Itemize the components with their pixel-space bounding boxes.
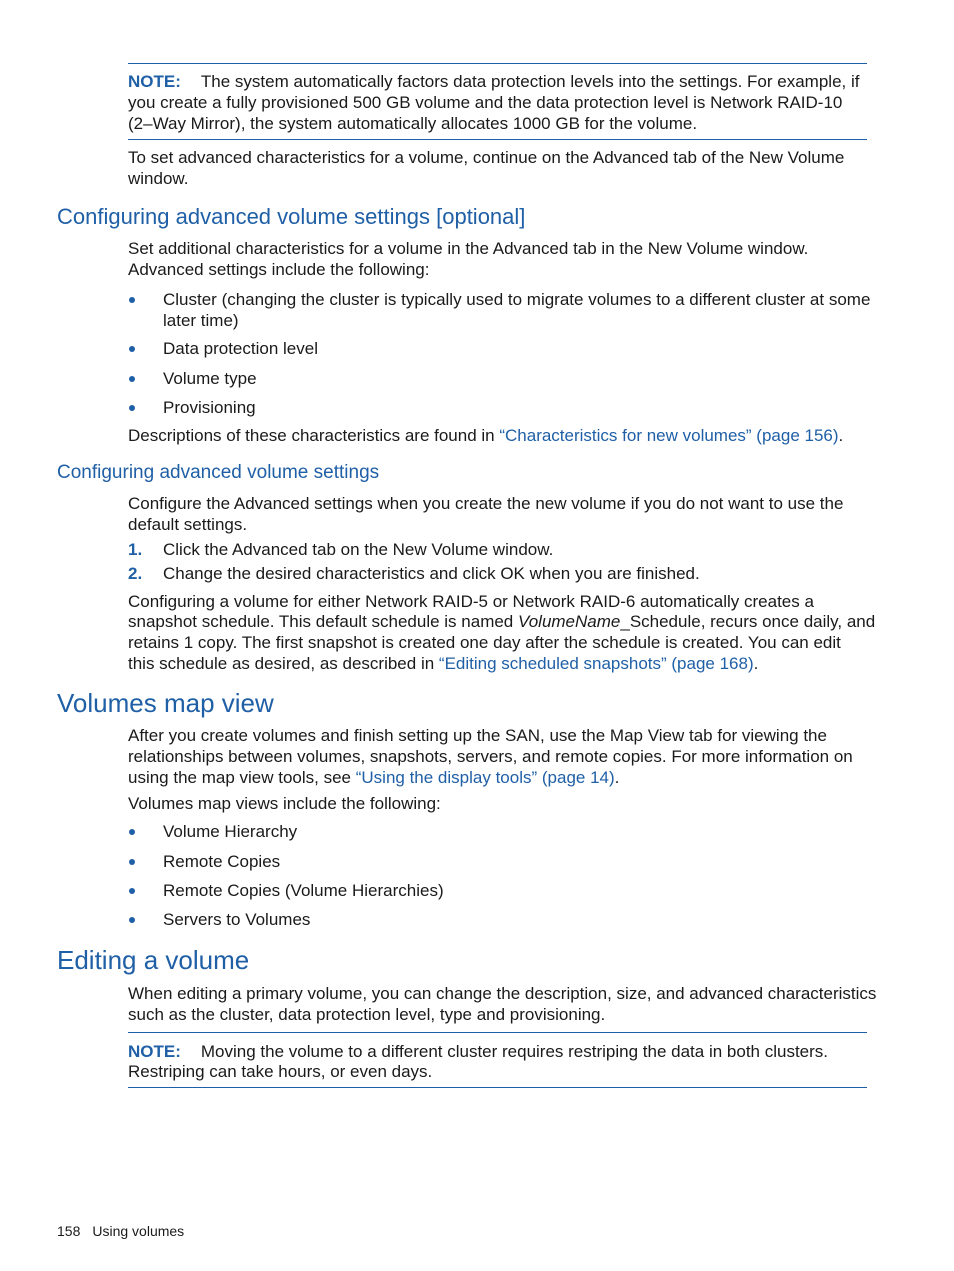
map-para-line-2: relationships between volumes, snapshots, servers, and remote copies. For more information on xyxy=(128,747,853,766)
bullet-icon xyxy=(129,297,135,303)
section-heading-map-view: Volumes map view xyxy=(57,688,274,718)
bullet-icon xyxy=(129,346,135,352)
raid-text: this schedule as desired, as described in xyxy=(128,654,439,673)
step-text: Change the desired characteristics and click OK when you are finished. xyxy=(163,564,700,583)
volume-name-italic: VolumeName xyxy=(518,612,621,631)
note-label: NOTE: xyxy=(128,1042,181,1061)
note-line-3: (2–Way Mirror), the system automatically allocates 1000 GB for the volume. xyxy=(128,114,698,133)
intro-line-1: To set advanced characteristics for a volume, continue on the Advanced tab of the New Volume xyxy=(128,148,845,167)
note-text: Moving the volume to a different cluster requires restriping the data in both clusters. xyxy=(200,1042,829,1061)
note-box xyxy=(128,1032,867,1088)
list-item: Remote Copies xyxy=(163,852,281,871)
note-label: NOTE: xyxy=(128,72,181,91)
advanced-para-line-1: Configure the Advanced settings when you create the new volume if you do not want to use the xyxy=(128,494,844,513)
note-line-2: Restriping can take hours, or even days. xyxy=(128,1062,433,1081)
list-item-continuation: later time) xyxy=(163,311,239,330)
raid-para-line-1: Configuring a volume for either Network RAID-5 or Network RAID-6 automatically creates a xyxy=(128,592,814,611)
intro-line-2: window. xyxy=(128,169,189,188)
period: . xyxy=(614,768,620,787)
raid-para-line-3: retains 1 copy. The first snapshot is created one day after the schedule is created. You can edit xyxy=(128,633,841,652)
page-footer xyxy=(57,1223,184,1239)
step-number: 1. xyxy=(128,540,143,559)
note-line-1 xyxy=(128,71,859,92)
note-line-1 xyxy=(128,1041,828,1062)
note-box xyxy=(128,63,867,140)
raid-text: snapshot schedule. This default schedule is named xyxy=(128,612,518,631)
step-number: 2. xyxy=(128,564,143,583)
note-text: The system automatically factors data protection levels into the settings. For example, if xyxy=(200,72,860,91)
list-item: Servers to Volumes xyxy=(163,910,311,929)
list-item: Volume type xyxy=(163,369,257,388)
map-para-line-3 xyxy=(128,767,619,788)
footer-section-title: Using volumes xyxy=(92,1223,185,1239)
bullet-icon xyxy=(129,888,135,894)
map-para-line-1: After you create volumes and finish setting up the SAN, use the Map View tab for viewing the xyxy=(128,726,827,745)
list-item: Volume Hierarchy xyxy=(163,822,298,841)
advanced-optional-para-line-2: Advanced settings include the following: xyxy=(128,260,430,279)
advanced-optional-para-line-1: Set additional characteristics for a volume in the Advanced tab in the New Volume window. xyxy=(128,239,809,258)
period: . xyxy=(753,654,759,673)
link-using-display-tools[interactable]: “Using the display tools” (page 14) xyxy=(355,768,615,787)
list-item: Provisioning xyxy=(163,398,256,417)
step-text: Click the Advanced tab on the New Volume window. xyxy=(163,540,554,559)
list-item: Remote Copies (Volume Hierarchies) xyxy=(163,881,444,900)
section-heading-advanced: Configuring advanced volume settings xyxy=(57,462,380,483)
advanced-para-line-2: default settings. xyxy=(128,515,248,534)
raid-text: _Schedule, recurs once daily, and xyxy=(620,612,876,631)
page-number: 158 xyxy=(57,1223,81,1239)
edit-para-line-1: When editing a primary volume, you can change the description, size, and advanced characteristics xyxy=(128,984,877,1003)
descriptions-text: Descriptions of these characteristics are found in xyxy=(128,426,500,445)
edit-para-line-2: such as the cluster, data protection level, type and provisioning. xyxy=(128,1005,606,1024)
bullet-icon xyxy=(129,859,135,865)
section-heading-advanced-optional: Configuring advanced volume settings [optional] xyxy=(57,204,526,229)
list-item: Data protection level xyxy=(163,339,318,358)
bullet-icon xyxy=(129,917,135,923)
period: . xyxy=(838,426,844,445)
link-editing-scheduled-snapshots[interactable]: “Editing scheduled snapshots” (page 168) xyxy=(438,654,754,673)
bullet-icon xyxy=(129,829,135,835)
list-item: Cluster (changing the cluster is typically used to migrate volumes to a different cluster at some xyxy=(163,290,871,309)
descriptions-sentence xyxy=(128,425,843,446)
map-text: using the map view tools, see xyxy=(128,768,356,787)
section-heading-editing: Editing a volume xyxy=(57,945,250,975)
map-include-text: Volumes map views include the following: xyxy=(128,794,441,813)
link-characteristics-new-volumes[interactable]: “Characteristics for new volumes” (page 156) xyxy=(499,426,839,445)
raid-para-line-2 xyxy=(128,611,875,632)
bullet-icon xyxy=(129,376,135,382)
note-line-2: you create a fully provisioned 500 GB volume and the data protection level is Network RAID-10 xyxy=(128,93,843,112)
bullet-icon xyxy=(129,405,135,411)
raid-para-line-4 xyxy=(128,653,758,674)
